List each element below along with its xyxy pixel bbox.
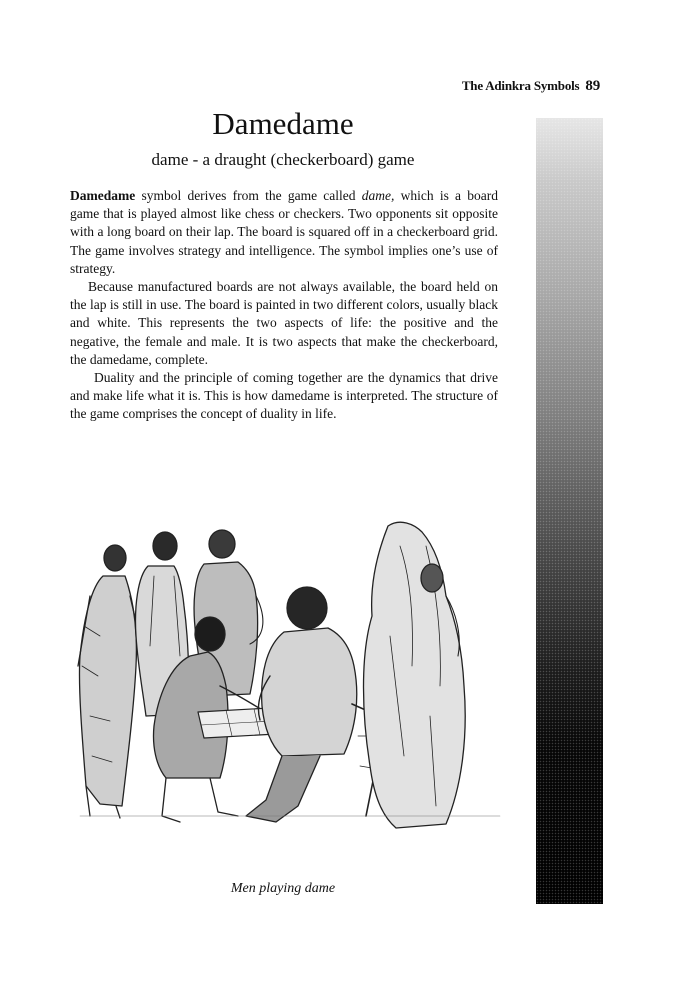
- figure-robed-right: [364, 522, 466, 828]
- term-dame: dame,: [361, 188, 395, 203]
- section-subtitle: dame - a draught (checkerboard) game: [151, 150, 415, 169]
- section-title: Damedame: [212, 106, 354, 141]
- book-title: The Adinkra Symbols: [461, 78, 580, 93]
- paragraph-1: [70, 187, 498, 278]
- paragraph-3: Duality and the principle of coming together are the dynamics that drive and make life what it is. This is how damedame is interpreted. The structure of the game comprises the concept of duality in life.: [70, 370, 498, 422]
- page-number: 89: [585, 78, 600, 94]
- term-damedame: Damedame: [70, 188, 136, 203]
- figure-seated-right: [246, 587, 382, 822]
- illustration-men-playing-dame: [70, 516, 504, 846]
- side-gradient-bar: [536, 118, 603, 904]
- sketch-men-playing-dame-icon: [70, 516, 504, 846]
- paragraph-1-text-a: symbol derives from the game called: [135, 188, 362, 203]
- running-head: [380, 78, 600, 95]
- paragraph-1-text-b: which is a board game that is played almost like chess or checkers. Two opponents sit opposite with a long board on their lap. The board is squared off in a checkerboard grid. The game involves strategy and intelligence. The symbol implies one’s use of strategy.: [70, 188, 498, 276]
- figure-caption: Men playing dame: [230, 881, 336, 896]
- figure-standing-left: [78, 545, 144, 818]
- body-text: [70, 187, 498, 424]
- paragraph-2: Because manufactured boards are not always available, the board held on the lap is still in use. The board is painted in two different colors, usually black and white. This represents the two aspects of life: the positive and the negative, the female and male. It is two aspects that make the checkerboard, the damedame, complete.: [70, 279, 498, 367]
